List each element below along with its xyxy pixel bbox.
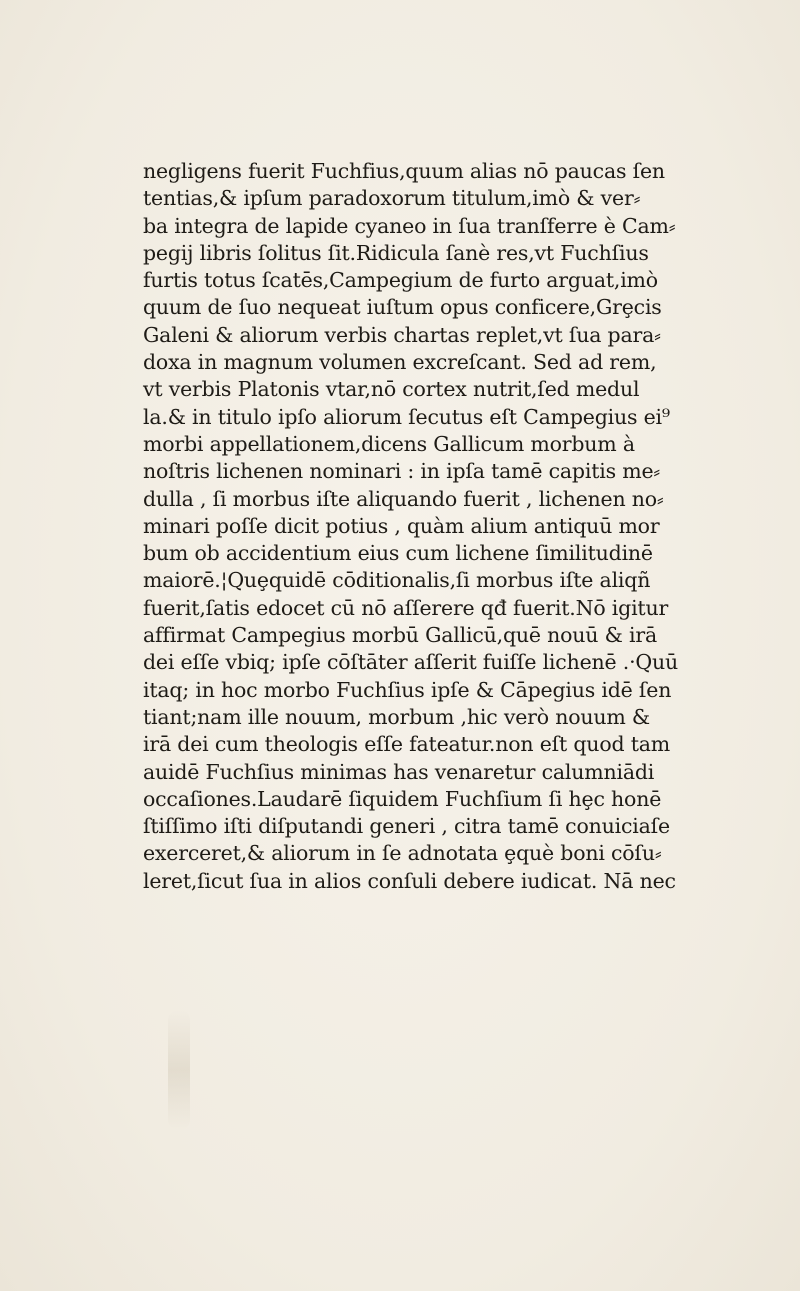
text-line: affirmat Campegius morbū Gallicū,quē nouū & irā	[143, 623, 657, 648]
text-line: leret,ſicut ſua in alios conſuli debere iudicat. Nā nec	[143, 868, 676, 893]
text-line: negligens fuerit Fuchfius,quum alias nō paucas ſen	[143, 159, 665, 183]
text-line: doxa in magnum volumen excreſcant. Sed ad rem,	[143, 350, 657, 375]
text-line: occaſiones.Laudarē ſiquidem Fuchſium ſi hȩc honē	[143, 786, 662, 811]
text-line: la.& in titulo ipſo aliorum ſecutus eſt Campegius ei⁹	[143, 404, 670, 429]
text-line: noſtris lichenen nominari : in ipſa tamē capitis me⸗	[143, 459, 661, 484]
text-line: tiant;nam ille nouum, morbum ,hic verò nouum &	[143, 704, 650, 729]
text-line: morbi appellationem,dicens Gallicum morbum à	[143, 431, 635, 456]
text-line: irā dei cum theologis eſſe fateatur.non eſt quod tam	[143, 732, 670, 757]
text-line: minari poſſe dicit potius , quàm alium antiquū mor	[143, 513, 660, 538]
text-line: maiorē.¦Quȩquidē cōditionalis,ſi morbus iſte aliqñ	[143, 568, 651, 593]
text-line: exerceret,& aliorum in ſe adnotata ȩquè boni cōſu⸗	[143, 841, 662, 866]
text-line: dei eſſe vbiq; ipſe cōſtāter aſſerit fuiſſe lichenē .·Quū	[143, 650, 678, 675]
text-line: ba integra de lapide cyaneo in ſua tranſferre è Cam⸗	[143, 213, 676, 238]
text-line: furtis totus ſcatēs,Campegium de furto arguat,imò	[143, 268, 658, 293]
text-line: dulla , ſi morbus iſte aliquando fuerit , lichenen no⸗	[143, 486, 664, 511]
text-line: pegij libris ſolitus ſit.Ridicula ſanè res,vt Fuchſius	[143, 240, 649, 265]
text-line: bum ob accidentium eius cum lichene ſimilitudinē	[143, 541, 653, 566]
body-text	[143, 158, 703, 895]
text-line: Galeni & aliorum verbis chartas replet,vt ſua para⸗	[143, 322, 661, 347]
text-line: auidē Fuchſius minimas has venaretur calumniādi	[143, 759, 655, 784]
text-line: vt verbis Platonis vtar,nō cortex nutrit,ſed medul	[143, 377, 640, 402]
paper-stain	[168, 1010, 190, 1130]
text-line: ſtiſſimo iſti diſputandi generi , citra tamē conuiciaſe	[143, 814, 670, 839]
text-line: fuerit,ſatis edocet cū nō aſſerere qđ fuerit.Nō igitur	[143, 595, 669, 620]
text-line: quum de ſuo nequeat iuſtum opus conficere,Grȩcis	[143, 295, 662, 320]
text-line: itaq; in hoc morbo Fuchſius ipſe & Cāpegius idē ſen	[143, 677, 672, 702]
text-line: tentias,& ipſum paradoxorum titulum,imò & ver⸗	[143, 186, 641, 211]
